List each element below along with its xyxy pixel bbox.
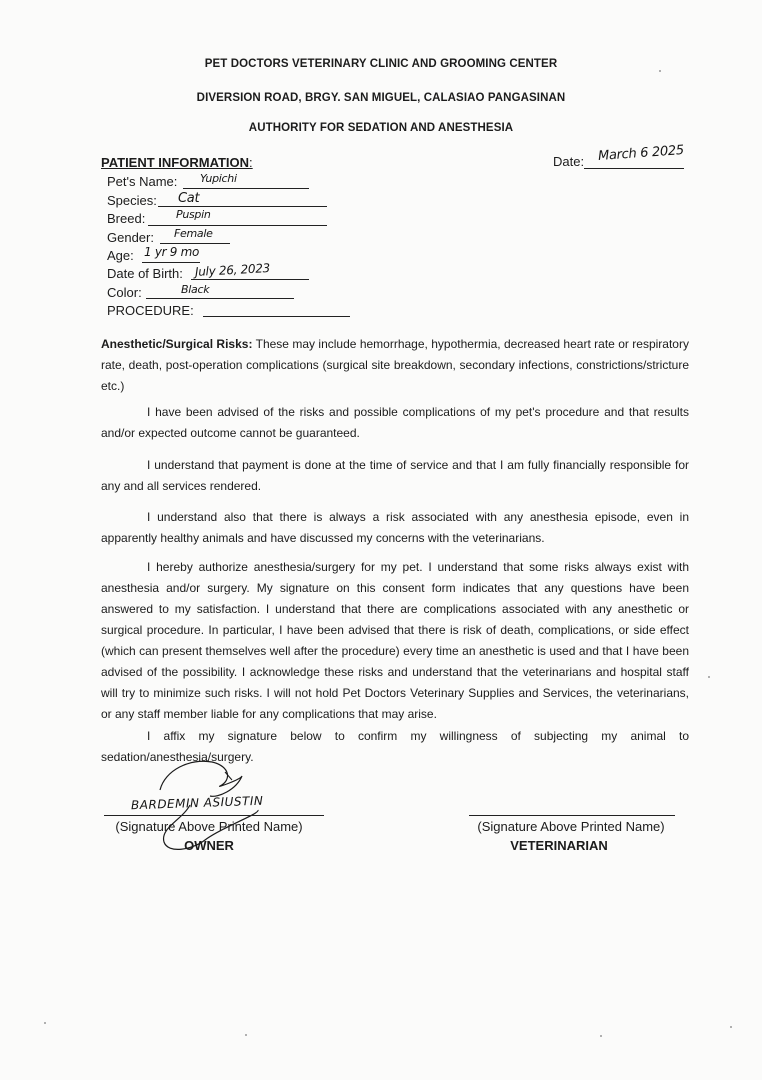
paragraph-authorization: I hereby authorize anesthesia/surgery for my pet. I understand that some risks always exist with anesthesia and/or surgery. My signature on this consent form indicates that any questions have been answered to my satisfaction. I understand that there are complications associated with any anesthetic or surgical procedure. In particular, I have been advised that there is risk of death, complications, or side effect (which can present themselves well after the procedure) every time an anesthetic is used and that I have been advised of the possibility. I acknowledge these risks and understand that the veterinarians and hospital staff will try to minimize such risks. I will not hold Pet Doctors Veterinary Supplies and Services, the veterinarians, or any staff member liable for any complications that may arise. <box>101 560 689 721</box>
gender-underline <box>160 243 230 244</box>
owner-signature-caption: (Signature Above Printed Name) <box>115 819 303 834</box>
gender-label: Gender: <box>107 230 154 245</box>
dob-label: Date of Birth: <box>107 266 183 281</box>
owner-printed-name: BARDEMIN ASIUSTIN <box>130 793 264 813</box>
date-label: Date: <box>553 154 585 169</box>
scan-speck <box>600 1035 602 1037</box>
risks-paragraph <box>101 334 689 397</box>
dob-underline <box>191 279 309 280</box>
risks-label: Anesthetic/Surgical Risks: <box>101 337 253 351</box>
paragraph-risk: I understand also that there is always a risk associated with any anesthesia episode, even in apparently healthy animals and have discussed my concerns with the veterinarians. <box>101 510 689 545</box>
owner-role-label: OWNER <box>184 838 234 853</box>
vet-signature-caption: (Signature Above Printed Name) <box>477 819 665 834</box>
date-underline <box>584 168 684 169</box>
pet-name-label: Pet's Name: <box>107 174 178 189</box>
clinic-address: DIVERSION ROAD, BRGY. SAN MIGUEL, CALASIAO PANGASINAN <box>196 92 566 104</box>
species-label: Species: <box>107 193 157 208</box>
vet-role-label: VETERINARIAN <box>510 838 608 853</box>
form-title: AUTHORITY FOR SEDATION AND ANESTHESIA <box>248 122 514 134</box>
paragraph-affix: I affix my signature below to confirm my willingness of subjecting my animal to sedation/anesthesia/surgery. <box>101 729 689 764</box>
pet-name-underline <box>183 188 309 189</box>
pet-name-value: Yupichi <box>200 172 237 185</box>
gender-value: Female <box>174 227 213 240</box>
species-value: Cat <box>178 191 200 206</box>
color-value: Black <box>181 283 210 296</box>
procedure-underline <box>203 316 350 317</box>
risks-text: These may include hemorrhage, hypothermia, decreased heart rate or respiratory rate, death, post-operation complications (surgical site breakdown, secondary infections, constrictions/stricture etc.) <box>101 337 689 393</box>
paragraph-advised: I have been advised of the risks and possible complications of my pet's procedure and that results and/or expected outcome cannot be guaranteed. <box>101 405 689 440</box>
breed-label: Breed: <box>107 211 146 226</box>
age-value: 1 yr 9 mo <box>144 245 200 259</box>
age-underline <box>142 262 200 263</box>
scan-speck <box>44 1022 46 1024</box>
clinic-name: PET DOCTORS VETERINARY CLINIC AND GROOMING CENTER <box>204 58 558 70</box>
breed-value: Puspin <box>176 208 211 221</box>
date-value: March 6 2025 <box>597 143 685 164</box>
species-underline <box>158 206 327 207</box>
procedure-label: PROCEDURE: <box>107 303 194 318</box>
breed-underline <box>148 225 327 226</box>
color-label: Color: <box>107 285 142 300</box>
age-label: Age: <box>107 248 134 263</box>
dob-value: July 26, 2023 <box>194 261 271 279</box>
scan-speck <box>659 70 661 72</box>
scan-speck <box>708 676 710 678</box>
vet-signature-line <box>469 815 675 816</box>
owner-signature-line <box>104 815 324 816</box>
color-underline <box>146 298 294 299</box>
patient-info-heading: PATIENT INFORMATION: <box>101 155 253 170</box>
scan-speck <box>730 1026 732 1028</box>
scan-speck <box>245 1034 247 1036</box>
paragraph-payment: I understand that payment is done at the time of service and that I am fully financially responsible for any and all services rendered. <box>101 458 689 493</box>
